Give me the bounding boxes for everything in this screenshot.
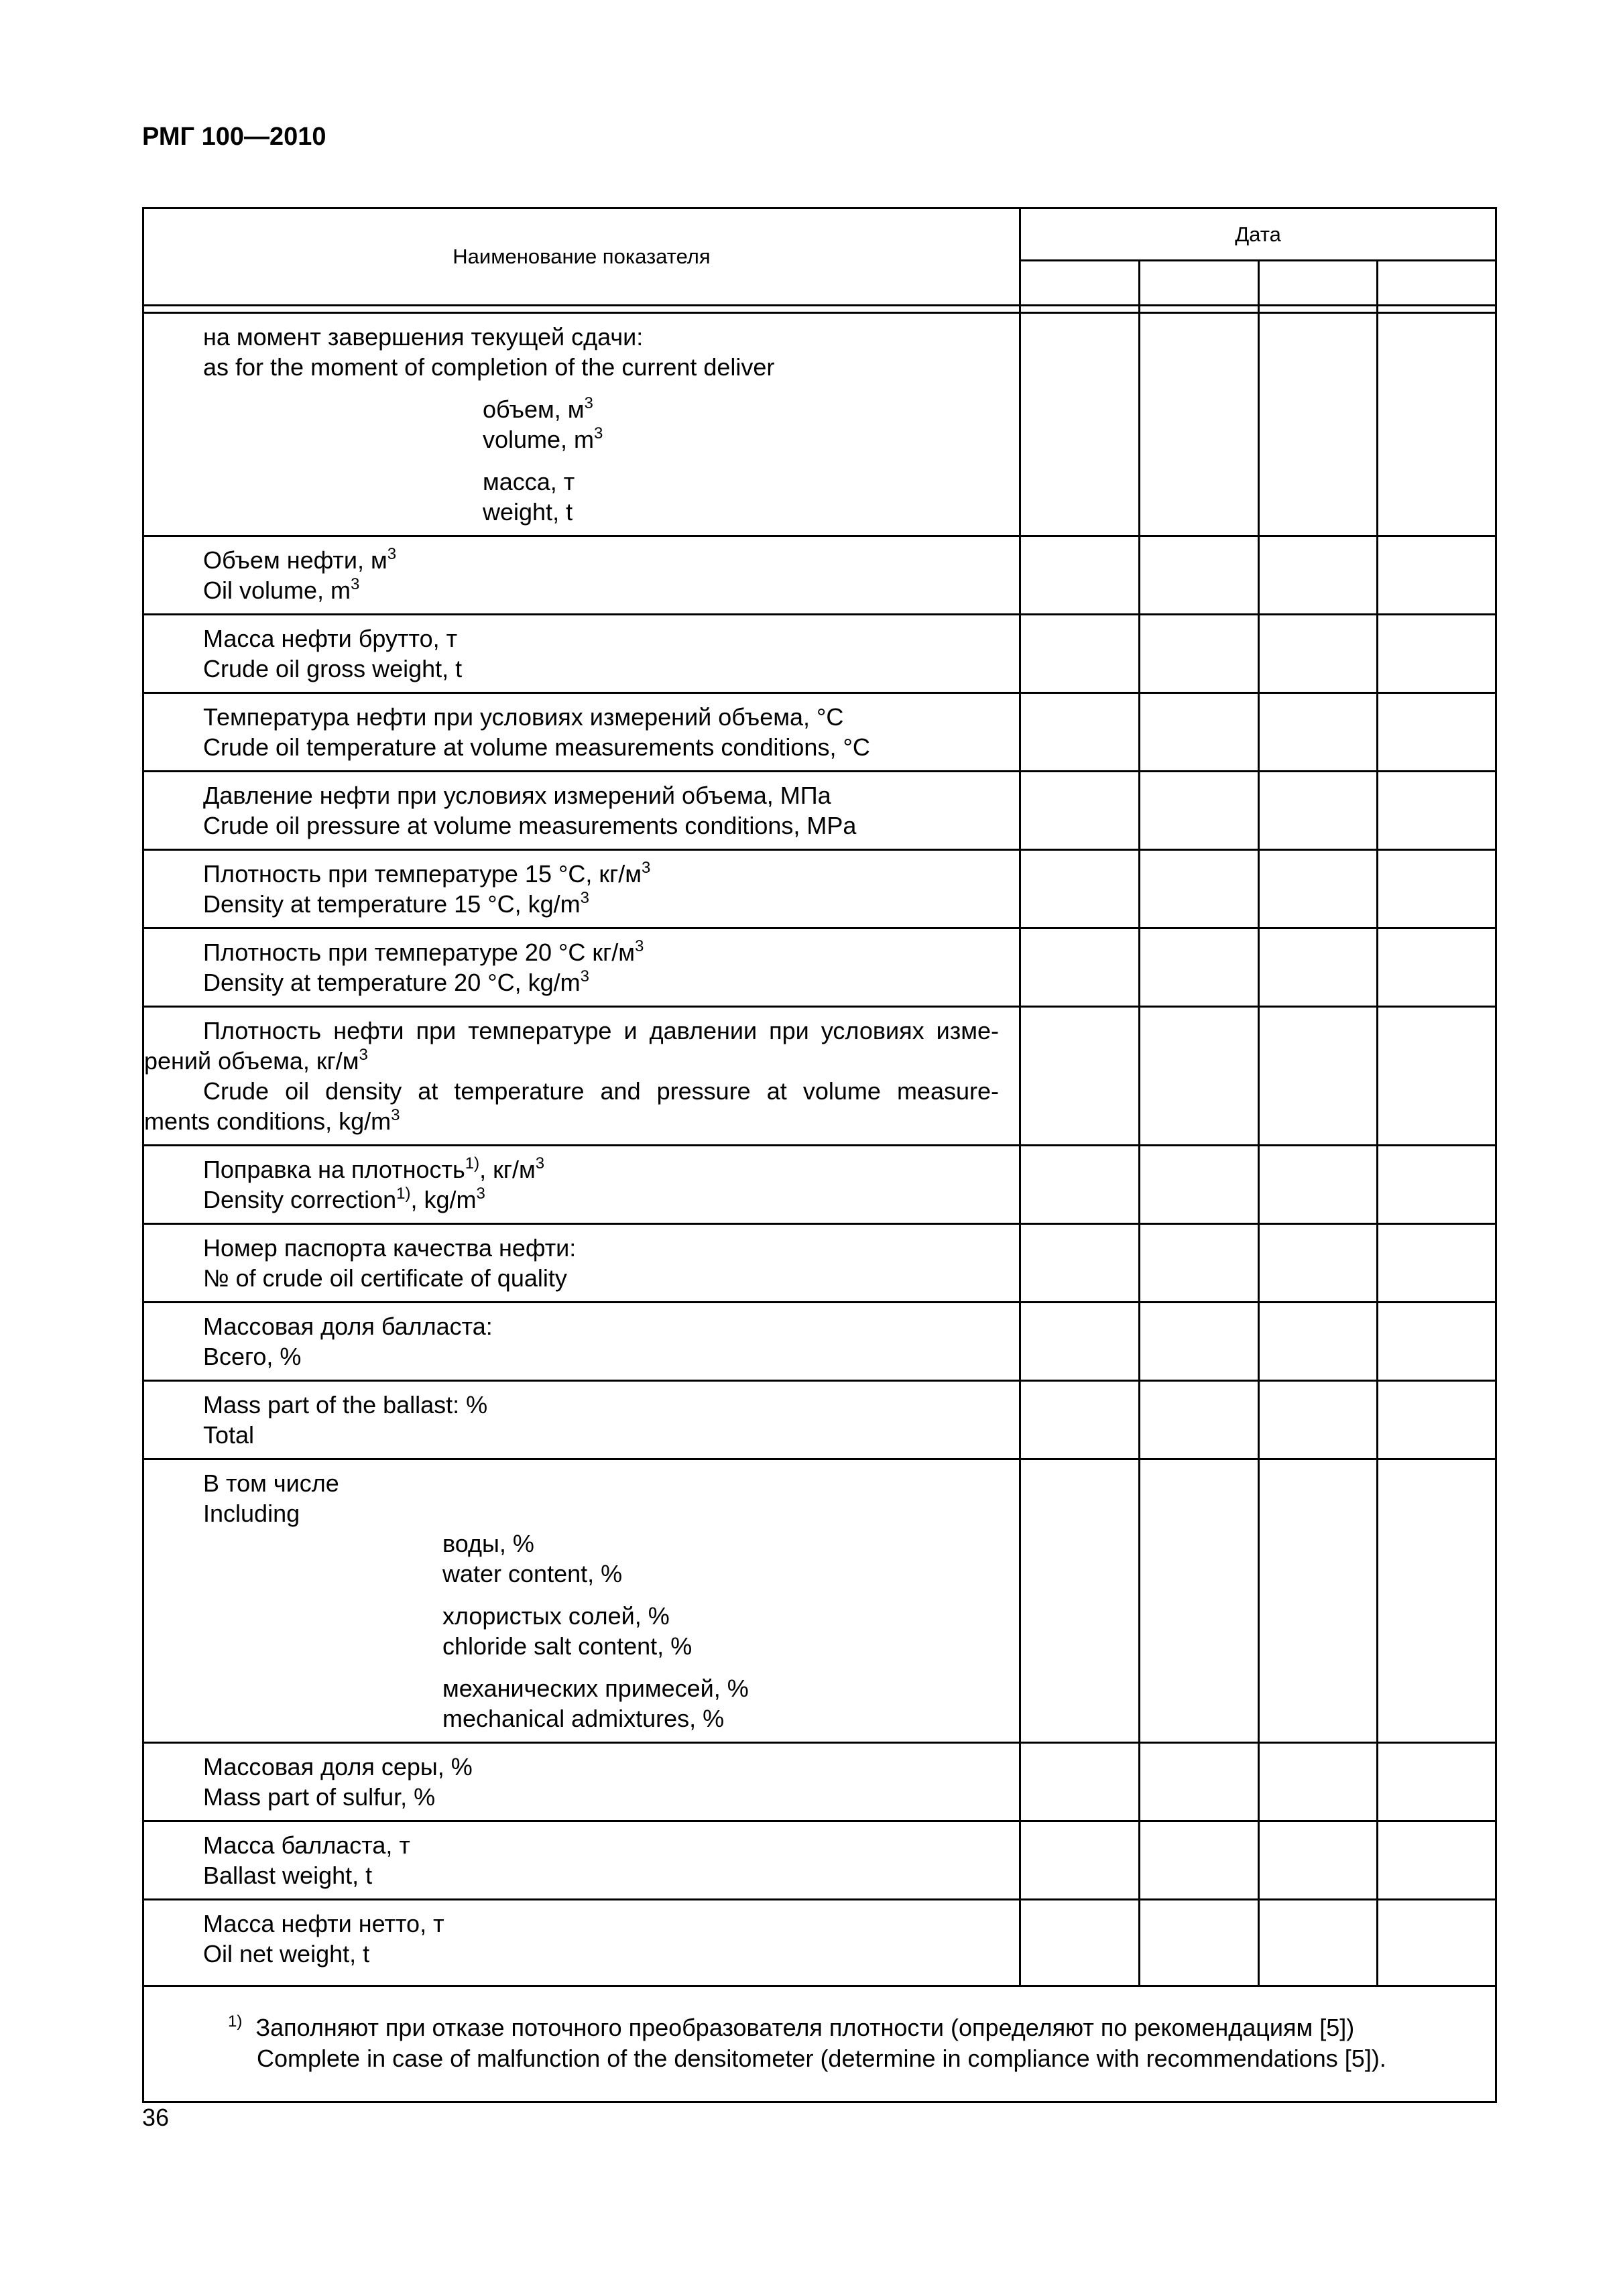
table-row [143, 850, 1496, 928]
dens-cond-en2: ments conditions, kg/m [144, 1107, 392, 1135]
value-cell[interactable] [1020, 1303, 1140, 1381]
value-cell[interactable] [1140, 1743, 1259, 1821]
mech-ru: механических примесей, % [442, 1675, 749, 1702]
including-ru: В том числе [203, 1469, 339, 1497]
value-cell[interactable] [1378, 615, 1496, 693]
value-cell[interactable] [1020, 772, 1140, 850]
passport-ru: Номер паспорта качества нефти: [203, 1234, 577, 1262]
value-cell[interactable] [1259, 313, 1378, 536]
ballast-total-ru: Всего, % [203, 1343, 302, 1370]
row-label-passport [143, 1224, 1020, 1303]
date-column-4-header [1378, 261, 1496, 306]
row-label-density-20: Плотность при температуре 20 °C $кг/м^3$ Density at temperature 20 °C, $kg/m^3$ [143, 928, 1020, 1007]
table-row [143, 1743, 1496, 1821]
dens15-en: Density at temperature 15 °C, kg/m [203, 890, 581, 918]
footnote-marker: 1) [228, 2012, 243, 2031]
value-cell[interactable] [1020, 1224, 1140, 1303]
value-cell[interactable] [1259, 1224, 1378, 1303]
including-en: Including [203, 1500, 300, 1527]
value-cell[interactable] [1020, 313, 1140, 536]
completion-volume-ru: объем, $м^3$ [483, 394, 593, 423]
footnote-ru: Заполняют при отказе поточного преобразователя плотности (определяют по рекомендациям [5]) [255, 2014, 1355, 2041]
value-cell[interactable] [1140, 1007, 1259, 1146]
value-cell[interactable] [1378, 1007, 1496, 1146]
date-column-header: Дата [1020, 208, 1496, 261]
value-cell[interactable] [1020, 1821, 1140, 1900]
row-label-ballast-en [143, 1381, 1020, 1459]
value-cell[interactable] [1140, 1224, 1259, 1303]
ballast-en: Mass part of the ballast: % [203, 1391, 488, 1418]
row-label-density-correction: Поправка на плотность$^{1)}$, $кг/м^3$ Density correction$^{1)}$, $kg/m^3$ [143, 1146, 1020, 1224]
row-label-density-conditions: Плотность нефти при температуре и давлении при условиях изме- рений объема, $кг/м^3$ Crude oil density at temperature and pressure at volume measure- ments conditions, $kg/m^3$ [143, 1007, 1020, 1146]
salt-en: chloride salt content, % [442, 1632, 693, 1660]
row-label-ballast [143, 1303, 1020, 1381]
value-cell[interactable] [1020, 1007, 1140, 1146]
ballast-ru: Массовая доля балласта: [203, 1313, 493, 1340]
row-label-sulfur [143, 1743, 1020, 1821]
table-row [143, 313, 1496, 536]
value-cell[interactable] [1259, 850, 1378, 928]
value-cell[interactable] [1140, 1900, 1259, 1986]
sulfur-ru: Массовая доля серы, % [203, 1753, 473, 1780]
mech-en: mechanical admixtures, % [442, 1705, 725, 1732]
dens20-en: Density at temperature 20 °C, kg/m [203, 969, 581, 996]
value-cell[interactable] [1140, 772, 1259, 850]
ballast-weight-en: Ballast weight, t [203, 1862, 373, 1889]
page-number: 36 [142, 2104, 170, 2131]
value-cell[interactable] [1020, 1146, 1140, 1224]
value-cell[interactable] [1140, 928, 1259, 1007]
value-cell[interactable] [1020, 693, 1140, 772]
value-cell[interactable] [1378, 1459, 1496, 1743]
date-column-1-header [1020, 261, 1140, 306]
date-column-3-header [1259, 261, 1378, 306]
table-row [143, 772, 1496, 850]
table-row [143, 1459, 1496, 1743]
row-label-including [143, 1459, 1020, 1743]
correction-ru: Поправка на плотность [203, 1156, 465, 1183]
value-cell[interactable] [1259, 536, 1378, 615]
value-cell[interactable] [1020, 1900, 1140, 1986]
value-cell[interactable] [1259, 1007, 1378, 1146]
value-cell[interactable] [1020, 850, 1140, 928]
value-cell[interactable] [1140, 850, 1259, 928]
value-cell[interactable] [1259, 693, 1378, 772]
dens-cond-ru2: рений объема, кг/м [144, 1047, 359, 1075]
value-cell[interactable] [1259, 1146, 1378, 1224]
table-row [143, 1146, 1496, 1224]
completion-en: as for the moment of completion of the current deliver [203, 353, 775, 381]
row-label-ballast-weight [143, 1821, 1020, 1900]
table-row [143, 1303, 1496, 1381]
value-cell[interactable] [1259, 1900, 1378, 1986]
correction-en: Density correction [203, 1186, 397, 1213]
value-cell[interactable] [1259, 615, 1378, 693]
table-row [143, 1007, 1496, 1146]
row-label-oil-volume: Объем нефти, $м^3$ Oil volume, $m^3$ [143, 536, 1020, 615]
value-cell[interactable] [1378, 1900, 1496, 1986]
date-column-2-header [1140, 261, 1259, 306]
document-code: РМГ 100—2010 [142, 123, 326, 151]
value-cell[interactable] [1140, 693, 1259, 772]
value-cell[interactable] [1259, 1459, 1378, 1743]
table-row [143, 1900, 1496, 1986]
footnote-row [143, 1986, 1496, 2102]
value-cell[interactable] [1378, 1381, 1496, 1459]
completion-mass-ru: масса, т [483, 468, 575, 495]
salt-ru: хлористых солей, % [442, 1602, 670, 1630]
value-cell[interactable] [1378, 1224, 1496, 1303]
value-cell[interactable] [1020, 1381, 1140, 1459]
value-cell[interactable] [1140, 1146, 1259, 1224]
gross-en: Crude oil gross weight, t [203, 655, 463, 682]
row-label-pressure [143, 772, 1020, 850]
footnote [143, 1986, 1496, 2102]
value-cell[interactable] [1378, 693, 1496, 772]
value-cell[interactable] [1140, 615, 1259, 693]
value-cell[interactable] [1020, 1459, 1140, 1743]
value-cell[interactable] [1140, 313, 1259, 536]
net-en: Oil net weight, t [203, 1940, 370, 1968]
completion-volume-en: volume, $m^3$ [483, 424, 603, 453]
value-cell[interactable] [1259, 772, 1378, 850]
header-separator [143, 306, 1496, 313]
dens20-ru: Плотность при температуре 20 °C кг/м [203, 939, 636, 966]
completion-mass-en: weight, t [483, 498, 573, 526]
value-cell[interactable] [1259, 1381, 1378, 1459]
value-cell[interactable] [1378, 1303, 1496, 1381]
name-column-header: Наименование показателя [143, 208, 1020, 306]
completion-ru: на момент завершения текущей сдачи: [203, 323, 644, 351]
value-cell[interactable] [1378, 772, 1496, 850]
dens-cond-ru1: Плотность нефти при температуре и давлении при условиях изме- [203, 1017, 999, 1044]
pressure-en: Crude oil pressure at volume measurements conditions, MPa [203, 812, 857, 839]
row-label-temperature [143, 693, 1020, 772]
value-cell[interactable] [1378, 1146, 1496, 1224]
sulfur-en: Mass part of sulfur, % [203, 1783, 436, 1811]
table-row [143, 536, 1496, 615]
value-cell[interactable] [1020, 928, 1140, 1007]
passport-en: № of crude oil certificate of quality [203, 1264, 567, 1292]
value-cell[interactable] [1140, 1303, 1259, 1381]
value-cell[interactable] [1140, 1459, 1259, 1743]
temp-en: Crude oil temperature at volume measurements conditions, °C [203, 733, 870, 761]
table-row [143, 1381, 1496, 1459]
table-row [143, 928, 1496, 1007]
value-cell[interactable] [1378, 313, 1496, 536]
value-cell[interactable] [1378, 1821, 1496, 1900]
value-cell[interactable] [1378, 928, 1496, 1007]
value-cell[interactable] [1259, 1303, 1378, 1381]
dens-cond-en1: Crude oil density at temperature and pressure at volume measure- [203, 1077, 999, 1105]
value-cell[interactable] [1378, 536, 1496, 615]
pressure-ru: Давление нефти при условиях измерений объема, МПа [203, 782, 831, 809]
table-row [143, 615, 1496, 693]
value-cell[interactable] [1259, 928, 1378, 1007]
table-row [143, 1821, 1496, 1900]
row-label-net-weight [143, 1900, 1020, 1986]
table-row [143, 1224, 1496, 1303]
value-cell[interactable] [1140, 1381, 1259, 1459]
ballast-weight-ru: Масса балласта, т [203, 1831, 410, 1859]
value-cell[interactable] [1140, 536, 1259, 615]
dens15-ru: Плотность при температуре 15 °C, кг/м [203, 860, 642, 888]
temp-ru: Температура нефти при условиях измерений объема, °C [203, 703, 844, 731]
oil-volume-en: Oil volume, m [203, 577, 351, 604]
value-cell[interactable] [1140, 1821, 1259, 1900]
footnote-en: Complete in case of malfunction of the densitometer (determine in compliance with recommendations [5]). [257, 2045, 1386, 2072]
value-cell[interactable] [1378, 1743, 1496, 1821]
oil-volume-ru: Объем нефти, м [203, 546, 387, 574]
water-ru: воды, % [442, 1530, 534, 1557]
quality-form-table [142, 207, 1497, 2103]
value-cell[interactable] [1259, 1821, 1378, 1900]
value-cell[interactable] [1020, 615, 1140, 693]
value-cell[interactable] [1020, 1743, 1140, 1821]
net-ru: Масса нефти нетто, т [203, 1910, 444, 1937]
ballast-total-en: Total [203, 1421, 255, 1449]
value-cell[interactable] [1020, 536, 1140, 615]
gross-ru: Масса нефти брутто, т [203, 625, 458, 652]
water-en: water content, % [442, 1560, 623, 1587]
row-label-completion [143, 313, 1020, 536]
row-label-density-15: Плотность при температуре 15 °C, $кг/м^3$ Density at temperature 15 °C, $kg/m^3$ [143, 850, 1020, 928]
value-cell[interactable] [1259, 1743, 1378, 1821]
value-cell[interactable] [1378, 850, 1496, 928]
table-row [143, 693, 1496, 772]
row-label-gross-weight [143, 615, 1020, 693]
